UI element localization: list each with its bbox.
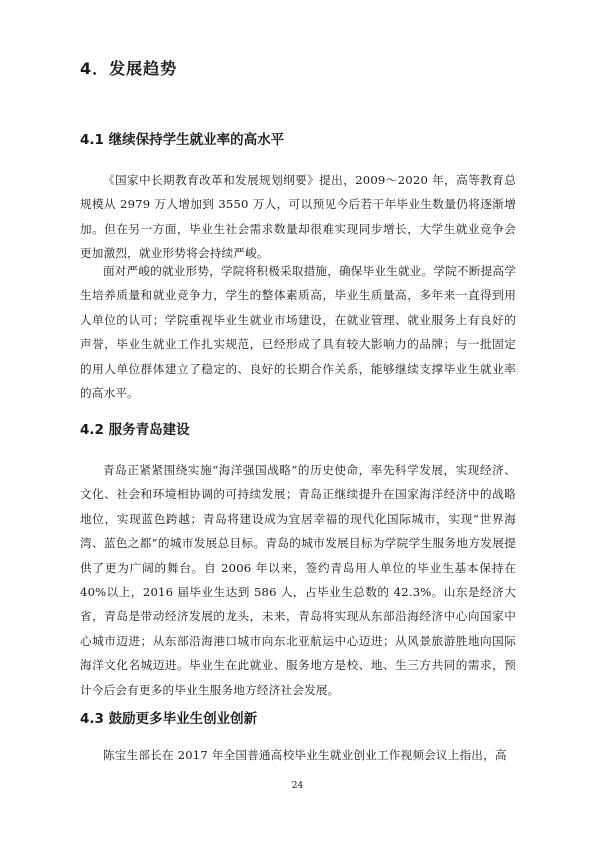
subsection-heading-4-3: 4.3 鼓励更多毕业生创业创新 — [80, 711, 258, 727]
paragraph-4-3-1: 陈宝生部长在 2017 年全国普通高校毕业生就业创业工作视频会议上指出，高 — [103, 748, 507, 762]
page-number: 24 — [291, 781, 304, 791]
paragraph-4-1-1: 《国家中长期教育改革和发展规划纲要》提出，2009～2020 年，高等教育总规模从 2979 万人增加到 3550 万人，可以预见今后若干年毕业生数量仍将逐渐增加。但在另一方面，毕业生社会需求数量却很难实现同步增长，大学生就业竞争会更加激烈，就业形势将会持续严峻。 — [80, 173, 516, 261]
subsection-heading-4-2: 4.2 服务青岛建设 — [80, 422, 190, 438]
paragraph-4-2-1: 青岛正紧紧围绕实施“海洋强国战略”的历史使命，率先科学发展，实现经济、文化、社会和环境相协调的可持续发展；青岛正继续提升在国家海洋经济中的战略地位，实现蓝色跨越；青岛将建设成为宜居幸福的现代化国际城市，实现“世界海湾、蓝色之都”的城市发展总目标。青岛的城市发展目标为学院学生服务地方发展提供了更为广阔的舞台。自 2006 年以来，签约青岛用人单位的毕业生基本保持在40%以上，2016 届毕业生达到 586 人，占毕业生总数的 42.3%。山东是经济大省，青岛是带动经济发展的龙头，未来，青岛将实现从东部沿海经济中心向国家中心城市迈进；从东部沿海港口城市向东北亚航运中心迈进；从风景旅游胜地向国际海洋文化名城迈进。毕业生在此就业、服务地方是校、地、生三方共同的需求，预计今后会有更多的毕业生服务地方经济社会发展。 — [80, 463, 516, 697]
section-title: 4．发展趋势 — [80, 59, 178, 78]
paragraph-4-1-2: 面对严峻的就业形势，学院将积极采取措施，确保毕业生就业。学院不断提高学生培养质量和就业竞争力，学生的整体素质高，毕业生质量高，多年来一直得到用人单位的认可；学院重视毕业生就业市场建设，在就业管理、就业服务上有良好的声誉，毕业生就业工作扎实规范，已经形成了具有较大影响力的品牌；与一批固定的用人单位群体建立了稳定的、良好的长期合作关系，能够继续支撑毕业生就业率的高水平。 — [80, 264, 516, 401]
subsection-heading-4-1: 4.1 继续保持学生就业率的高水平 — [80, 132, 285, 148]
